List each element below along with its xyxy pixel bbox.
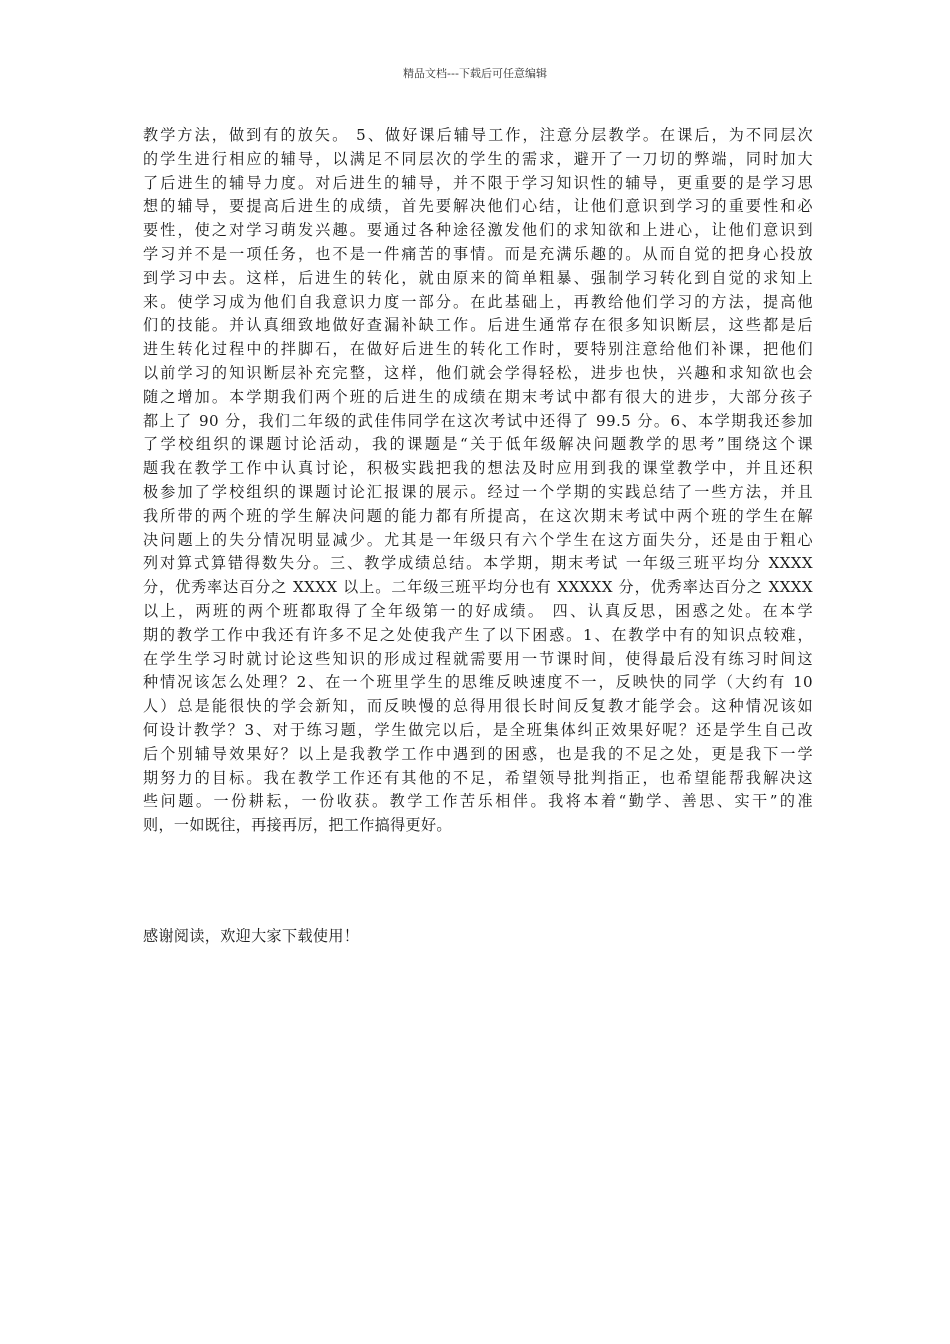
body-line: 题我在教学工作中认真讨论，积极实践把我的想法及时应用到我的课堂教学中，并且还积 xyxy=(143,459,813,478)
body-line: 何设计教学？3、对于练习题，学生做完以后，是全班集体纠正效果好呢？还是学生自己改 xyxy=(143,720,813,739)
body-line: 到学习中去。这样，后进生的转化，就由原来的简单粗暴、强制学习转化到自觉的求知上 xyxy=(143,268,813,287)
body-line: 要性，使之对学习萌发兴趣。要通过各种途径激发他们的求知欲和上进心，让他们意识到 xyxy=(143,221,813,240)
body-line: 进生转化过程中的拌脚石，在做好后进生的转化工作时，要特别注意给他们补课，把他们 xyxy=(143,340,813,359)
body-line: 期努力的目标。我在教学工作还有其他的不足，希望领导批判指正，也希望能帮我解决这 xyxy=(143,768,813,787)
body-line: 来。使学习成为他们自我意识力度一部分。在此基础上，再教给他们学习的方法，提高他 xyxy=(143,292,813,311)
body-line: 以上，两班的两个班都取得了全年级第一的好成绩。 四、认真反思，困惑之处。在本学 xyxy=(143,601,813,620)
body-line: 们的技能。并认真细致地做好查漏补缺工作。后进生通常存在很多知识断层，这些都是后 xyxy=(143,316,813,335)
body-line: 都上了 90 分，我们二年级的武佳伟同学在这次考试中还得了 99.5 分。6、本学期我还参加 xyxy=(143,411,813,430)
body-line: 列对算式算错得数失分。三、教学成绩总结。本学期，期末考试 一年级三班平均分 XXXX xyxy=(143,554,813,573)
body-line: 在学生学习时就讨论这些知识的形成过程就需要用一节课时间，使得最后没有练习时间这 xyxy=(143,649,813,668)
body-line: 的学生进行相应的辅导，以满足不同层次的学生的需求，避开了一刀切的弊端，同时加大 xyxy=(143,149,813,168)
body-line: 以前学习的知识断层补充完整，这样，他们就会学得轻松，进步也快，兴趣和求知欲也会 xyxy=(143,363,813,382)
body-line: 些问题。一份耕耘，一份收获。教学工作苦乐相伴。我将本着“勤学、善思、实干”的准 xyxy=(143,792,813,811)
body-line: 想的辅导，要提高后进生的成绩，首先要解决他们心结，让他们意识到学习的重要性和必 xyxy=(143,197,813,216)
body-line: 极参加了学校组织的课题讨论汇报课的展示。经过一个学期的实践总结了一些方法，并且 xyxy=(143,482,813,501)
body-line: 后个别辅导效果好？以上是我教学工作中遇到的困惑，也是我的不足之处，更是我下一学 xyxy=(143,744,813,763)
body-line: 决问题上的失分情况明显减少。尤其是一年级只有六个学生在这方面失分，还是由于粗心 xyxy=(143,530,813,549)
page-header: 精品文档---下载后可任意编辑 xyxy=(403,67,547,80)
body-line: 分，优秀率达百分之 XXXX 以上。二年级三班平均分也有 XXXXX 分，优秀率达百分之 XXXX xyxy=(143,578,813,597)
body-line: 学习并不是一项任务，也不是一件痛苦的事情。而是充满乐趣的。从而自觉的把身心投放 xyxy=(143,244,813,263)
body-line: 随之增加。本学期我们两个班的后进生的成绩在期末考试中都有很大的进步，大部分孩子 xyxy=(143,387,813,406)
closing-note: 感谢阅读，欢迎大家下载使用！ xyxy=(143,927,360,945)
body-line: 了后进生的辅导力度。对后进生的辅导，并不限于学习知识性的辅导，更重要的是学习思 xyxy=(143,173,813,192)
body-line: 人）总是能很快的学会新知，而反映慢的总得用很长时间反复教才能学会。这种情况该如 xyxy=(143,697,813,716)
body-line: 我所带的两个班的学生解决问题的能力都有所提高，在这次期末考试中两个班的学生在解 xyxy=(143,506,813,525)
body-line: 种情况该怎么处理？2、在一个班里学生的思维反映速度不一，反映快的同学（大约有 10 xyxy=(143,673,813,692)
body-line: 期的教学工作中我还有许多不足之处使我产生了以下困惑。1、在教学中有的知识点较难， xyxy=(143,625,813,644)
body-line: 教学方法，做到有的放矢。 5、做好课后辅导工作，注意分层教学。在课后，为不同层次 xyxy=(143,126,813,144)
body-line: 则，一如既往，再接再厉，把工作搞得更好。 xyxy=(143,816,452,835)
body-line: 了学校组织的课题讨论活动，我的课题是“关于低年级解决问题教学的思考”围绕这个课 xyxy=(143,435,813,454)
document-body xyxy=(143,124,813,838)
